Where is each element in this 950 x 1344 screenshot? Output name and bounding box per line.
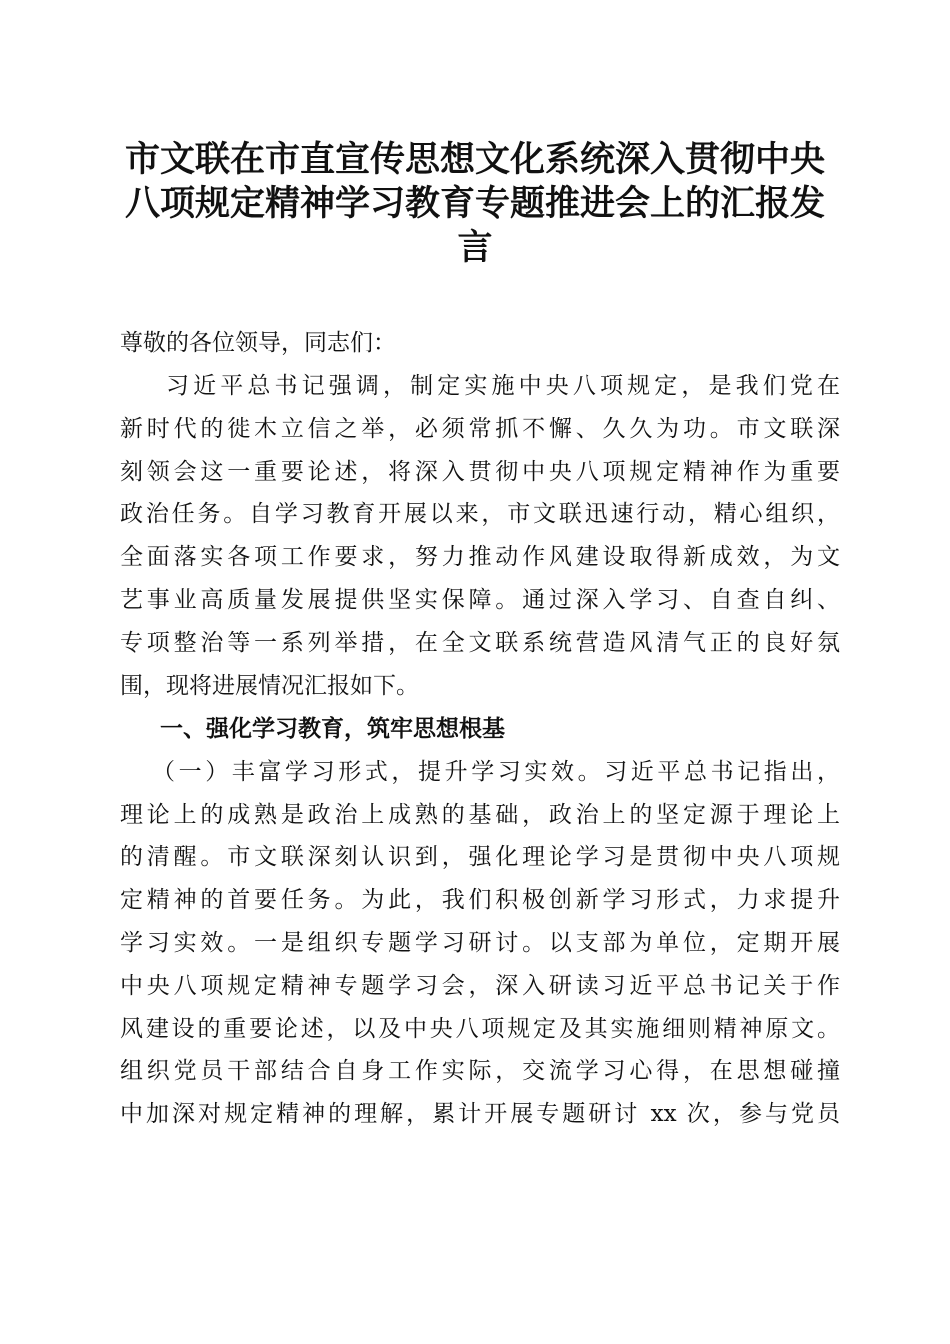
paragraph-line: 组织党员干部结合自身工作实际，交流学习心得，在思想碰撞 — [120, 1058, 840, 1085]
paragraph-line: 理论上的成熟是政治上成熟的基础，政治上的坚定源于理论上 — [120, 801, 840, 828]
paragraph-line: 中央八项规定精神专题学习会，深入研读习近平总书记关于作 — [120, 972, 840, 999]
paragraph-line: 习近平总书记强调，制定实施中央八项规定，是我们党在 — [166, 373, 840, 399]
section-heading: 一、强化学习教育，筑牢思想根基 — [160, 716, 505, 742]
paragraph-line: 风建设的重要论述，以及中央八项规定及其实施细则精神原文。 — [120, 1015, 840, 1042]
title-line: 八项规定精神学习教育专题推进会上的汇报发 — [124, 184, 825, 224]
section-1 — [120, 708, 840, 1136]
paragraph-line: 定精神的首要任务。为此，我们积极创新学习形式，力求提升 — [120, 887, 840, 914]
salutation: 尊敬的各位领导，同志们： — [120, 330, 396, 356]
paragraph-line: 围，现将进展情况汇报如下。 — [120, 672, 419, 699]
paragraph-line: 学习实效。一是组织专题学习研讨。以支部为单位，定期开展 — [120, 929, 840, 956]
title-line: 市文联在市直宣传思想文化系统深入贯彻中央 — [124, 140, 825, 180]
title-line: 言 — [457, 228, 493, 268]
paragraph-line: 艺事业高质量发展提供坚实保障。通过深入学习、自查自纠、 — [120, 586, 840, 613]
paragraph-line: 新时代的徙木立信之举，必须常抓不懈、久久为功。市文联深 — [120, 415, 840, 442]
paragraph-line: 的清醒。市文联深刻认识到，强化理论学习是贯彻中央八项规 — [120, 844, 840, 871]
intro-paragraph — [120, 365, 840, 707]
paragraph-line: 中加深对规定精神的理解，累计开展专题研讨 xx 次，参与党员 — [120, 1101, 840, 1128]
paragraph-line: 全面落实各项工作要求，努力推动作风建设取得新成效，为文 — [120, 544, 840, 571]
paragraph-line: 刻领会这一重要论述，将深入贯彻中央八项规定精神作为重要 — [120, 458, 840, 485]
paragraph-line: 政治任务。自学习教育开展以来，市文联迅速行动，精心组织， — [120, 501, 840, 528]
paragraph-line: （一）丰富学习形式，提升学习实效。习近平总书记指出， — [152, 758, 840, 785]
paragraph-line: 专项整治等一系列举措，在全文联系统营造风清气正的良好氛 — [120, 629, 840, 656]
document-title — [100, 138, 850, 270]
